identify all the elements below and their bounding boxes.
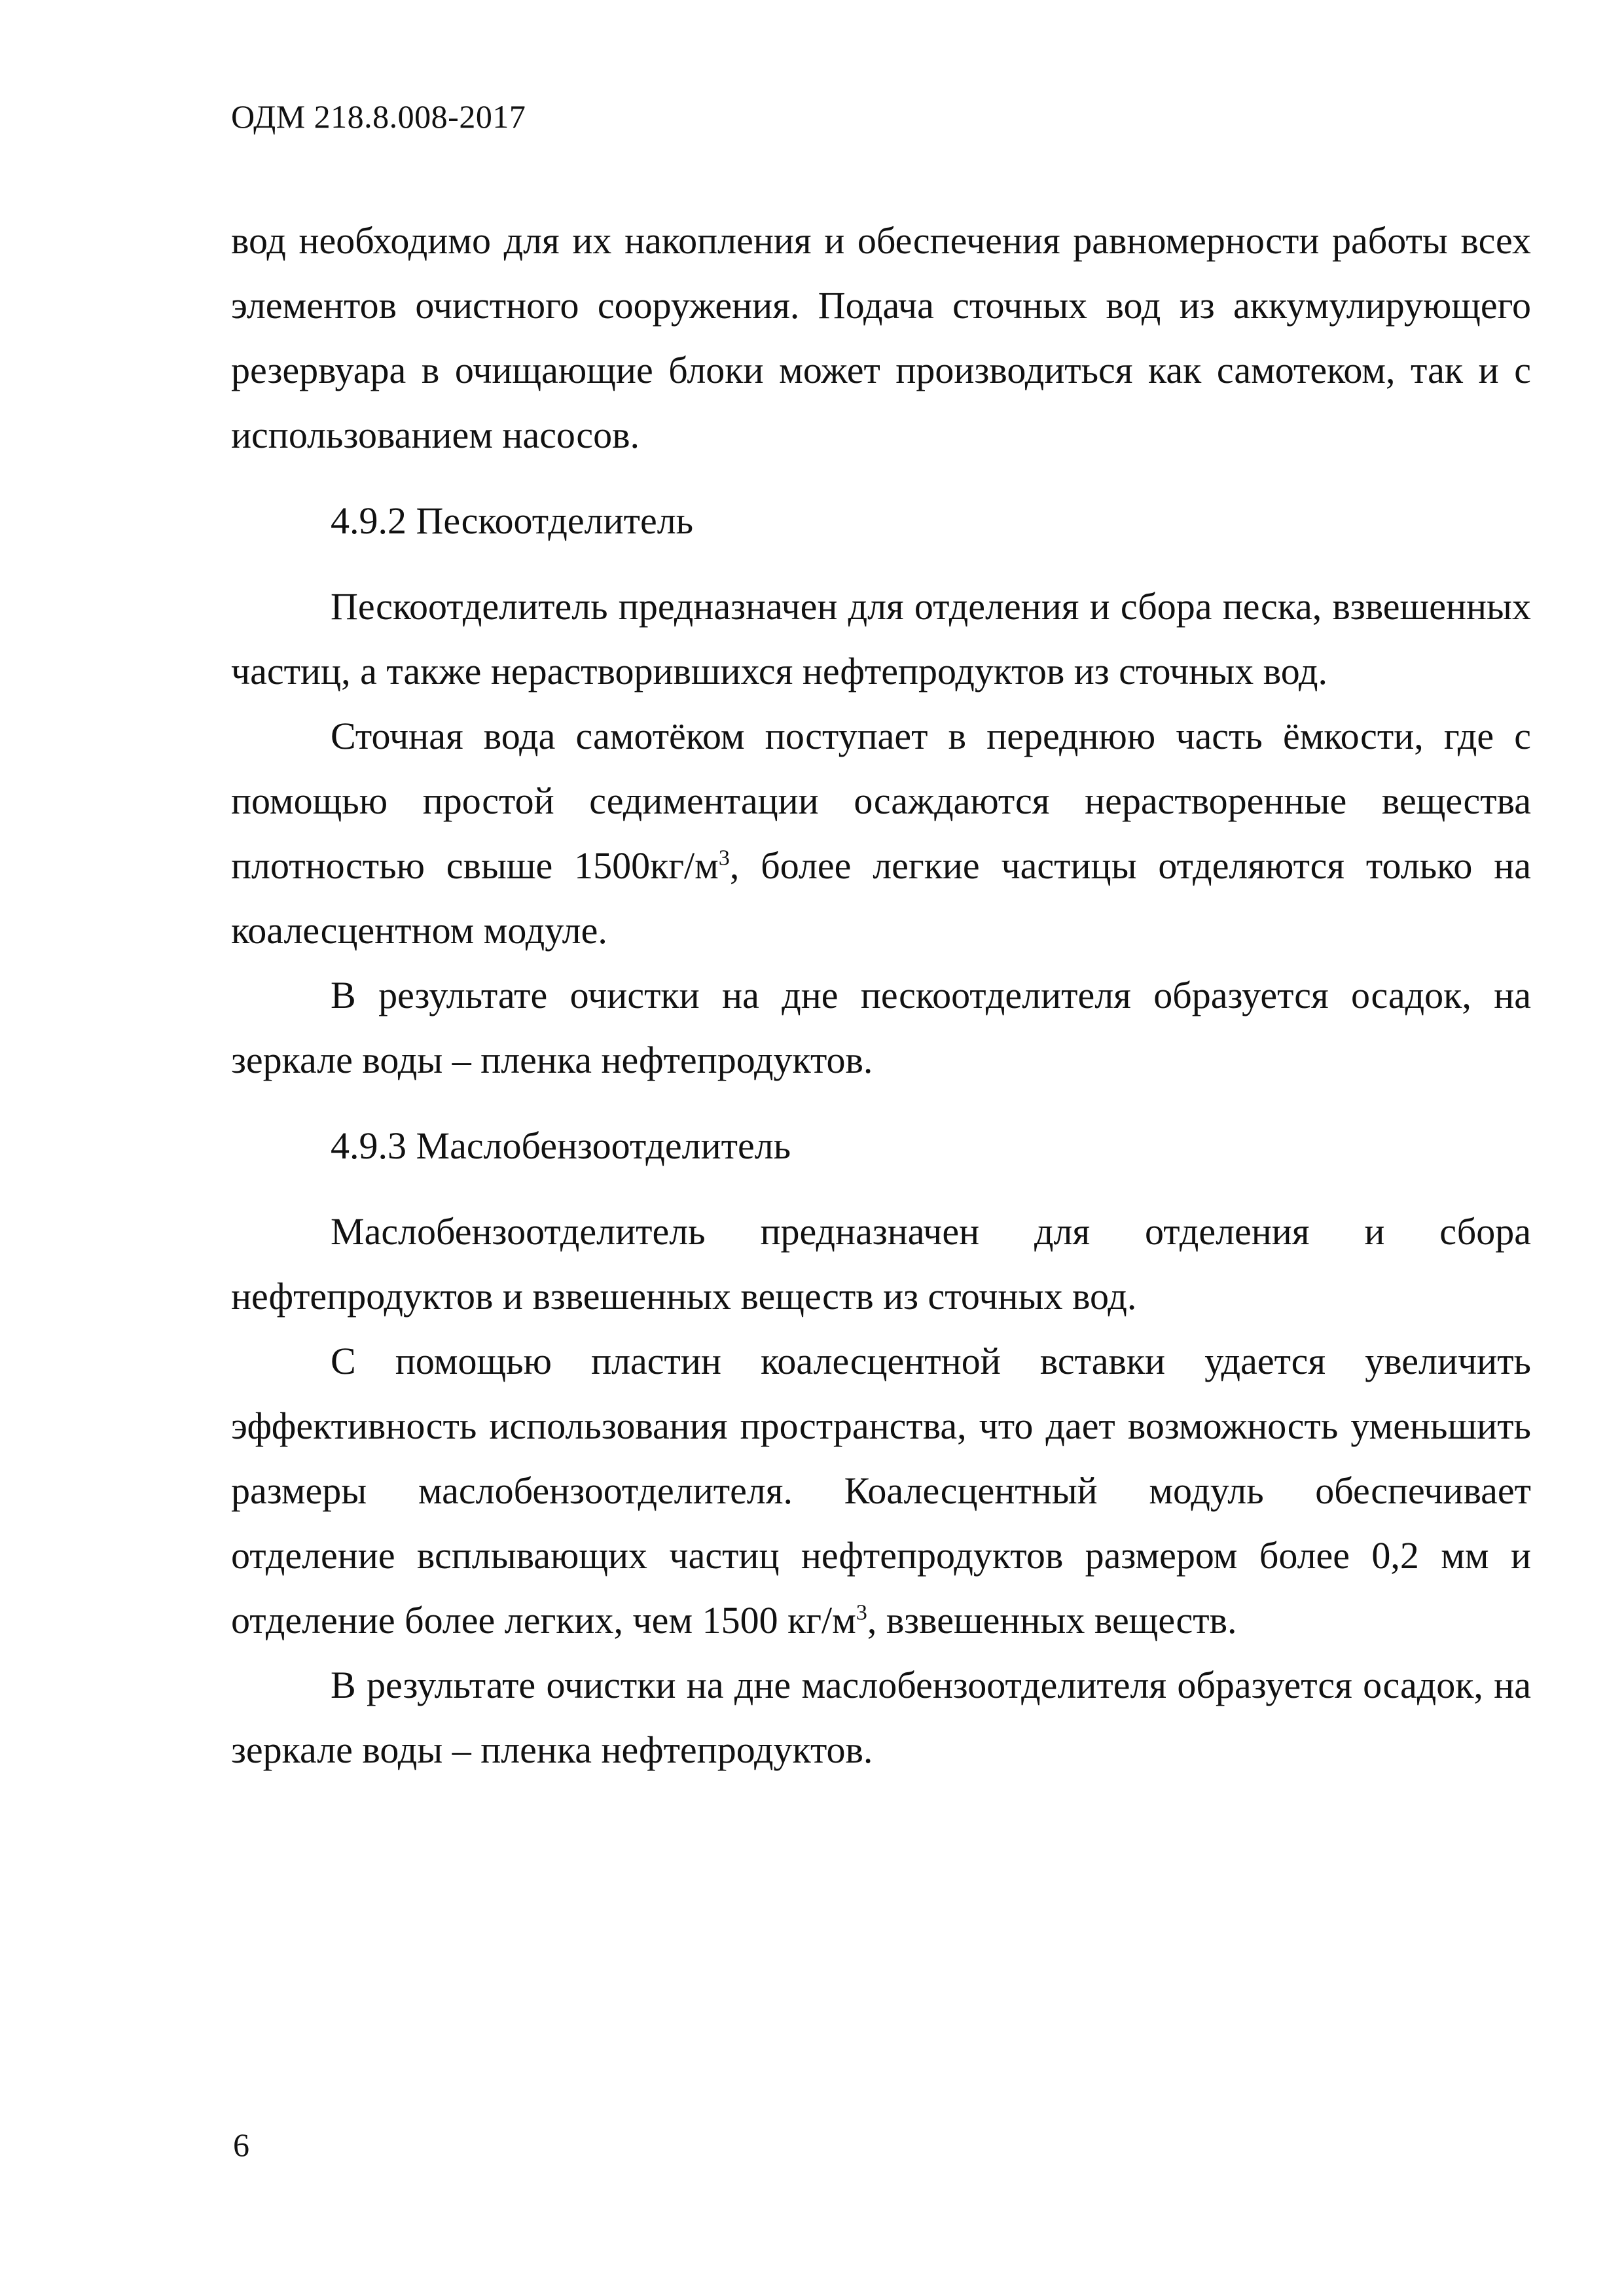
paragraph-text: С помощью пластин коалесцентной вставки удается увеличить эффективность использования пространства, что дает возможность уменьшить размеры маслобензоотделителя. Коалесцентный модуль обеспечивает отделение всплывающих частиц нефтепродуктов размером более 0,2 мм и отделение более легких, чем 1500 кг/м [231, 1340, 1531, 1641]
paragraph-sand-separator-purpose: Пескоотделитель предназначен для отделения и сбора песка, взвешенных частиц, а также нерастворившихся нефтепродуктов из сточных вод. [231, 585, 1531, 692]
paragraph-continued: вод необходимо для их накопления и обеспечения равномерности работы всех элементов очистного сооружения. Подача сточных вод из аккумулирующего резервуара в очищающие блоки может производиться как самотеком, так и с использованием насосов. [231, 219, 1531, 456]
paragraph-text: , взвешенных веществ. [867, 1599, 1237, 1641]
paragraph-oil-separator-result: В результате очистки на дне маслобензоотделителя образуется осадок, на зеркале воды – пленка нефтепродуктов. [231, 1664, 1531, 1771]
paragraph-sand-separator-process [231, 704, 1531, 963]
paragraph-text: Сточная вода самотёком поступает в переднюю часть ёмкости, где с помощью простой седиментации осаждаются нерастворенные вещества плотностью свыше 1500кг/м [231, 715, 1531, 887]
paragraph-oil-separator-coalescent [231, 1329, 1531, 1653]
document-code-header: ОДМ 218.8.008-2017 [231, 98, 526, 135]
page-body [231, 208, 1531, 1782]
section-heading-4-9-2: 4.9.2 Пескоотделитель [331, 499, 694, 542]
paragraph-oil-separator-purpose: Маслобензоотделитель предназначен для отделения и сбора нефтепродуктов и взвешенных веществ из сточных вод. [231, 1210, 1531, 1318]
superscript-cubed: 3 [856, 1600, 867, 1625]
section-heading-4-9-3: 4.9.3 Маслобензоотделитель [331, 1124, 791, 1167]
page-number: 6 [233, 2126, 249, 2163]
paragraph-sand-separator-result: В результате очистки на дне пескоотделителя образуется осадок, на зеркале воды – пленка нефтепродуктов. [231, 974, 1531, 1081]
paragraph-text: , более легкие частицы отделяются только на коалесцентном модуле. [231, 844, 1531, 952]
superscript-cubed: 3 [718, 846, 730, 870]
